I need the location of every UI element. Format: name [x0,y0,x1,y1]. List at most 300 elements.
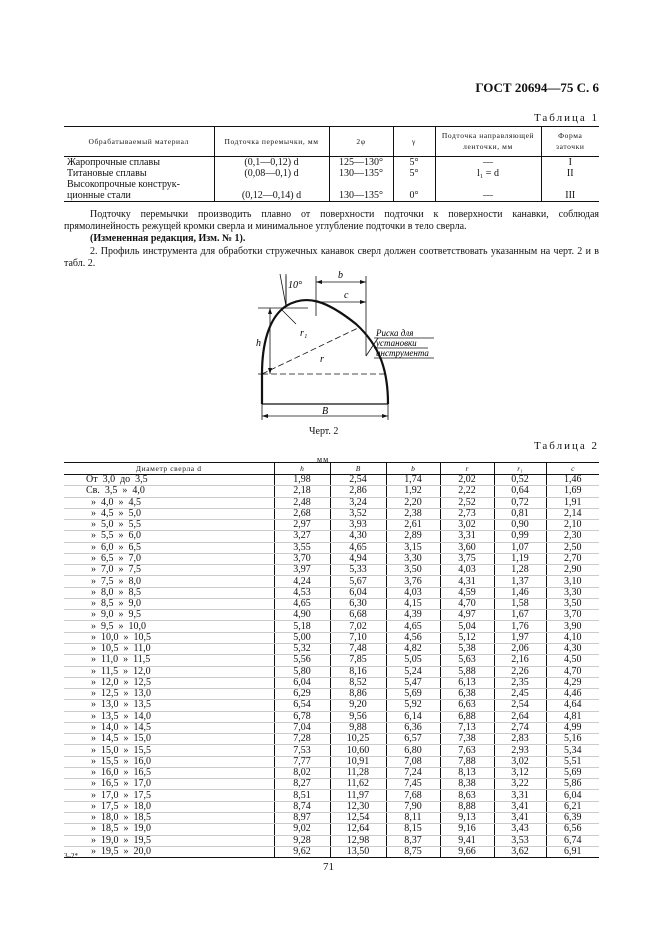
table2-value-cell: 3,50 [386,565,440,576]
table1-cell: — [435,157,541,169]
table2-row [64,520,599,531]
table2-value-cell: 2,06 [494,643,546,654]
table2-row [64,655,599,666]
table1-row [64,168,599,179]
table2-value-cell: 4,97 [440,610,494,621]
label-c: c [344,290,349,301]
table2-value-cell: 1,28 [494,565,546,576]
table2-value-cell: 3,90 [546,621,599,632]
table2-row [64,846,599,857]
table2-value-cell: 9,88 [330,722,386,733]
table1-cell: ционные стали [64,190,214,202]
table2-row [64,734,599,745]
table2-diameter-cell: » 5,0 » 5,5 [64,520,274,531]
table2-row [64,508,599,519]
table2-value-cell: 5,86 [546,779,599,790]
table2-value-cell: 8,97 [274,812,330,823]
table1-cell [329,179,393,190]
table2-value-cell: 7,04 [274,722,330,733]
table2-diameter-cell: » 16,5 » 17,0 [64,779,274,790]
table2-value-cell: 1,67 [494,610,546,621]
table2-row [64,824,599,835]
table2-value-cell: 8,63 [440,790,494,801]
table2-row [64,542,599,553]
table2-diameter-cell: » 8,5 » 9,0 [64,598,274,609]
table2-value-cell: 2,90 [546,565,599,576]
table2-value-cell: 4,81 [546,711,599,722]
page-header-title: ГОСТ 20694—75 С. 6 [475,80,599,95]
table2-value-cell: 3,12 [494,767,546,778]
table2-row [64,812,599,823]
table2 [64,462,599,858]
table2-value-cell: 8,27 [274,779,330,790]
table2-diameter-cell: » 16,0 » 16,5 [64,767,274,778]
table2-value-cell: 4,30 [546,643,599,654]
table2-value-cell: 3,55 [274,542,330,553]
table2-diameter-cell: » 19,0 » 19,5 [64,835,274,846]
table1 [64,126,599,202]
table2-value-cell: 8,52 [330,677,386,688]
table2-value-cell: 2,54 [494,700,546,711]
paragraph-amendment-note: (Измененная редакция, Изм. № 1). [90,233,246,244]
table2-value-cell: 12,54 [330,812,386,823]
label-r: r [320,354,324,365]
table2-header-cell: r₁ [494,463,546,475]
table2-value-cell: 2,10 [546,520,599,531]
table2-header-cell: h [274,463,330,475]
table2-value-cell: 1,91 [546,497,599,508]
table2-value-cell: 8,75 [386,846,440,857]
table2-value-cell: 4,39 [386,610,440,621]
table2-diameter-cell: » 5,5 » 6,0 [64,531,274,542]
table2-value-cell: 3,31 [440,531,494,542]
table2-value-cell: 8,38 [440,779,494,790]
table2-diameter-cell: » 12,5 » 13,0 [64,689,274,700]
table2-value-cell: 9,56 [330,711,386,722]
table2-row [64,565,599,576]
table2-value-cell: 5,12 [440,632,494,643]
table2-value-cell: 3,27 [274,531,330,542]
table2-row [64,553,599,564]
table2-row [64,677,599,688]
table2-header-cell: B [330,463,386,475]
table1-cell: — [435,190,541,202]
table2-value-cell: 5,18 [274,621,330,632]
table2-value-cell: 5,38 [440,643,494,654]
table2-diameter-cell: » 6,0 » 6,5 [64,542,274,553]
table2-value-cell: 5,63 [440,655,494,666]
label-r1: r₁ [300,328,308,339]
table2-diameter-cell: » 7,0 » 7,5 [64,565,274,576]
table2-value-cell: 2,64 [494,711,546,722]
table2-row [64,643,599,654]
table2-value-cell: 4,10 [546,632,599,643]
table2-value-cell: 4,59 [440,587,494,598]
table2-value-cell: 3,22 [494,779,546,790]
label-note-2: установки [376,338,417,348]
table2-value-cell: 7,48 [330,643,386,654]
table2-value-cell: 1,76 [494,621,546,632]
table2-row [64,689,599,700]
table2-value-cell: 6,30 [330,598,386,609]
table2-value-cell: 2,14 [546,508,599,519]
table2-value-cell: 4,15 [386,598,440,609]
table2-value-cell: 8,02 [274,767,330,778]
table2-value-cell: 8,86 [330,689,386,700]
table2-diameter-cell: » 17,5 » 18,0 [64,801,274,812]
table2-value-cell: 4,70 [440,598,494,609]
table2-value-cell: 1,92 [386,486,440,497]
table1-header-row [64,127,599,157]
table2-value-cell: 3,43 [494,824,546,835]
table2-row [64,598,599,609]
table2-value-cell: 3,62 [494,846,546,857]
table2-diameter-cell: » 8,0 » 8,5 [64,587,274,598]
table1-header-cell: Подточка направляющей ленточки, мм [435,127,541,157]
table2-value-cell: 1,46 [546,475,599,486]
table2-value-cell: 6,57 [386,734,440,745]
table2-value-cell: 1,74 [386,475,440,486]
table1-row [64,179,599,190]
table1-header-cell: 2φ [329,127,393,157]
table2-value-cell: 2,30 [546,531,599,542]
table2-diameter-cell: » 12,0 » 12,5 [64,677,274,688]
table2-value-cell: 10,60 [330,745,386,756]
table2-value-cell: 11,62 [330,779,386,790]
table2-value-cell: 2,22 [440,486,494,497]
table2-value-cell: 3,30 [546,587,599,598]
table2-value-cell: 3,30 [386,553,440,564]
table2-value-cell: 5,00 [274,632,330,643]
table2-value-cell: 10,25 [330,734,386,745]
table1-cell: Жаропрочные сплавы [67,157,160,168]
label-b: b [338,270,343,281]
table2-value-cell: 5,88 [440,666,494,677]
table1-cell: Высокопрочные конструк- [67,179,180,190]
table2-value-cell: 4,50 [546,655,599,666]
figure-caption: Черт. 2 [309,426,339,437]
table1-cell [435,179,541,190]
table2-value-cell: 9,28 [274,835,330,846]
table2-header-row [64,463,599,475]
table2-row [64,767,599,778]
table2-value-cell: 3,15 [386,542,440,553]
table2-value-cell: 3,02 [494,756,546,767]
table2-value-cell: 3,97 [274,565,330,576]
table2-value-cell: 7,77 [274,756,330,767]
table2-value-cell: 6,80 [386,745,440,756]
table2-value-cell: 9,20 [330,700,386,711]
table2-value-cell: 3,10 [546,576,599,587]
table2-value-cell: 4,94 [330,553,386,564]
table2-value-cell: 2,86 [330,486,386,497]
table2-value-cell: 2,89 [386,531,440,542]
table2-value-cell: 8,74 [274,801,330,812]
table2-value-cell: 6,74 [546,835,599,846]
table2-value-cell: 6,39 [546,812,599,823]
table2-value-cell: 3,24 [330,497,386,508]
table2-diameter-cell: » 10,0 » 10,5 [64,632,274,643]
table1-cell: II [541,168,599,179]
table2-value-cell: 6,56 [546,824,599,835]
table2-value-cell: 12,64 [330,824,386,835]
table2-value-cell: 8,13 [440,767,494,778]
table2-value-cell: 4,03 [386,587,440,598]
table2-value-cell: 2,20 [386,497,440,508]
table2-value-cell: 8,15 [386,824,440,835]
table2-units: мм [317,455,330,464]
table2-value-cell: 3,93 [330,520,386,531]
table2-value-cell: 7,13 [440,722,494,733]
table2-value-cell: 8,11 [386,812,440,823]
table2-value-cell: 2,61 [386,520,440,531]
table2-diameter-cell: » 13,0 » 13,5 [64,700,274,711]
table2-diameter-cell: » 14,5 » 15,0 [64,734,274,745]
table2-value-cell: 1,97 [494,632,546,643]
table2-value-cell: 6,04 [330,587,386,598]
table2-value-cell: 5,51 [546,756,599,767]
table2-value-cell: 1,46 [494,587,546,598]
table2-diameter-cell: » 19,5 » 20,0 [64,846,274,857]
label-angle: 10° [288,280,302,291]
table2-diameter-cell: » 11,0 » 11,5 [64,655,274,666]
table2-value-cell: 6,13 [440,677,494,688]
table2-row [64,486,599,497]
table2-value-cell: 6,68 [330,610,386,621]
table2-value-cell: 1,37 [494,576,546,587]
table2-row [64,745,599,756]
label-note-3: инструмента [376,348,429,358]
table2-value-cell: 2,26 [494,666,546,677]
table2-value-cell: 7,45 [386,779,440,790]
footer-print-mark: 3–2* [64,852,78,860]
table2-header-cell: r [440,463,494,475]
table2-value-cell: 3,60 [440,542,494,553]
table2-value-cell: 11,28 [330,767,386,778]
table2-value-cell: 5,33 [330,565,386,576]
table2-value-cell: 4,99 [546,722,599,733]
table1-body [64,157,599,202]
table1-cell: (0,12—0,14) d [214,190,329,202]
table2-row [64,790,599,801]
page-number: 71 [323,861,334,873]
table2-value-cell: 2,83 [494,734,546,745]
table2-value-cell: 2,52 [440,497,494,508]
table2-row [64,801,599,812]
table2-value-cell: 1,69 [546,486,599,497]
table2-header-cell: c [546,463,599,475]
table2-value-cell: 3,70 [546,610,599,621]
table2-value-cell: 2,16 [494,655,546,666]
table2-value-cell: 8,37 [386,835,440,846]
table2-value-cell: 7,90 [386,801,440,812]
table2-value-cell: 13,50 [330,846,386,857]
table2-value-cell: 2,35 [494,677,546,688]
table2-row [64,632,599,643]
table1-cell: 5° [393,168,435,179]
table2-value-cell: 4,65 [386,621,440,632]
table2-value-cell: 2,45 [494,689,546,700]
table2-value-cell: 4,53 [274,587,330,598]
table2-caption: Таблица 2 [533,440,599,452]
table2-value-cell: 4,46 [546,689,599,700]
table2-value-cell: 4,64 [546,700,599,711]
table1-header-cell: Подточка перемычки, мм [214,127,329,157]
table2-value-cell: 4,56 [386,632,440,643]
table2-value-cell: 2,18 [274,486,330,497]
table1-cell: 5° [393,157,435,169]
table2-value-cell: 0,52 [494,475,546,486]
table2-value-cell: 6,36 [386,722,440,733]
table2-value-cell: 2,73 [440,508,494,519]
table2-value-cell: 6,29 [274,689,330,700]
table2-value-cell: 9,02 [274,824,330,835]
table2-diameter-cell: » 15,0 » 15,5 [64,745,274,756]
table2-diameter-cell: » 6,5 » 7,0 [64,553,274,564]
label-h: h [256,338,261,349]
table1-cell [214,179,329,190]
table2-value-cell: 5,24 [386,666,440,677]
table2-value-cell: 6,54 [274,700,330,711]
table2-row [64,531,599,542]
table2-value-cell: 5,69 [386,689,440,700]
table1-cell: 125—130° [329,157,393,169]
table2-value-cell: 7,24 [386,767,440,778]
table2-diameter-cell: » 9,0 » 9,5 [64,610,274,621]
table1-cell: III [541,190,599,202]
table2-value-cell: 5,05 [386,655,440,666]
table2-value-cell: 9,41 [440,835,494,846]
table2-diameter-cell: » 4,0 » 4,5 [64,497,274,508]
table2-value-cell: 0,90 [494,520,546,531]
table2-value-cell: 2,70 [546,553,599,564]
table2-diameter-cell: » 13,5 » 14,0 [64,711,274,722]
table1-cell: 130—135° [329,190,393,202]
table2-diameter-cell: » 15,5 » 16,0 [64,756,274,767]
table2-row [64,835,599,846]
table2-value-cell: 4,24 [274,576,330,587]
table2-value-cell: 0,64 [494,486,546,497]
table2-value-cell: 11,97 [330,790,386,801]
table2-value-cell: 3,52 [330,508,386,519]
table2-value-cell: 5,69 [546,767,599,778]
table2-value-cell: 7,38 [440,734,494,745]
table2-row [64,576,599,587]
table2-value-cell: 7,10 [330,632,386,643]
table2-value-cell: 4,70 [546,666,599,677]
table1-row [64,190,599,202]
table2-value-cell: 9,13 [440,812,494,823]
table1-cell [541,179,599,190]
table2-value-cell: 7,28 [274,734,330,745]
table2-value-cell: 2,74 [494,722,546,733]
table2-value-cell: 4,90 [274,610,330,621]
table2-value-cell: 1,58 [494,598,546,609]
table2-row [64,756,599,767]
table2-value-cell: 3,02 [440,520,494,531]
table2-value-cell: 6,04 [546,790,599,801]
table2-value-cell: 2,68 [274,508,330,519]
table2-diameter-cell: » 17,0 » 17,5 [64,790,274,801]
table2-value-cell: 2,48 [274,497,330,508]
table2-value-cell: 7,53 [274,745,330,756]
table2-value-cell: 6,63 [440,700,494,711]
table2-row [64,779,599,790]
table1-header-cell: γ [393,127,435,157]
table2-value-cell: 2,02 [440,475,494,486]
table2-value-cell: 9,62 [274,846,330,857]
table1-header-cell: Форма заточки [541,127,599,157]
table1-cell: Титановые сплавы [67,168,147,179]
table2-row [64,497,599,508]
table2-body [64,475,599,858]
table2-value-cell: 6,04 [274,677,330,688]
table2-diameter-cell: » 9,5 » 10,0 [64,621,274,632]
table2-value-cell: 3,50 [546,598,599,609]
table2-value-cell: 2,97 [274,520,330,531]
drawing-tool-profile [248,266,448,426]
table2-row [64,722,599,733]
table2-row [64,475,599,486]
table1-caption: Таблица 1 [533,112,599,124]
table2-value-cell: 3,53 [494,835,546,846]
table2-diameter-cell: » 14,0 » 14,5 [64,722,274,733]
table2-row [64,587,599,598]
table2-value-cell: 3,41 [494,812,546,823]
table2-value-cell: 5,47 [386,677,440,688]
table2-diameter-cell: » 7,5 » 8,0 [64,576,274,587]
table2-diameter-cell: » 4,5 » 5,0 [64,508,274,519]
table2-value-cell: 3,41 [494,801,546,812]
table1-cell: (0,1—0,12) d [214,157,329,169]
table2-diameter-cell: » 10,5 » 11,0 [64,643,274,654]
table2-value-cell: 9,16 [440,824,494,835]
table2-value-cell: 7,08 [386,756,440,767]
table2-value-cell: 8,51 [274,790,330,801]
table2-value-cell: 3,76 [386,576,440,587]
table2-value-cell: 4,82 [386,643,440,654]
table2-value-cell: 9,66 [440,846,494,857]
table2-value-cell: 7,88 [440,756,494,767]
table2-value-cell: 0,72 [494,497,546,508]
table1-cell: (0,08—0,1) d [214,168,329,179]
table2-value-cell: 5,16 [546,734,599,745]
table2-value-cell: 6,88 [440,711,494,722]
table2-value-cell: 2,54 [330,475,386,486]
table2-row [64,621,599,632]
table2-value-cell: 12,30 [330,801,386,812]
table2-value-cell: 5,34 [546,745,599,756]
table2-value-cell: 5,32 [274,643,330,654]
table2-value-cell: 2,50 [546,542,599,553]
table2-value-cell: 5,67 [330,576,386,587]
table2-value-cell: 1,07 [494,542,546,553]
table1-cell: l₁ = d [435,168,541,179]
table2-value-cell: 6,14 [386,711,440,722]
table2-value-cell: 7,63 [440,745,494,756]
table2-value-cell: 6,38 [440,689,494,700]
table2-value-cell: 4,31 [440,576,494,587]
paragraph-drill-web-thinning: Подточку перемычки производить плавно от поверхности подточки к поверхности канавки, соблюдая прямолинейность режущей кромки сверла и минимальное углубление подточки в тело сверла. [64,209,599,232]
table2-value-cell: 5,04 [440,621,494,632]
table1-cell: 130—135° [329,168,393,179]
table2-value-cell: 6,21 [546,801,599,812]
table2-diameter-cell: » 18,5 » 19,0 [64,824,274,835]
table2-value-cell: 5,56 [274,655,330,666]
table1-row [64,157,599,169]
table2-value-cell: 8,16 [330,666,386,677]
table1-header-cell: Обрабатываемый материал [64,127,214,157]
